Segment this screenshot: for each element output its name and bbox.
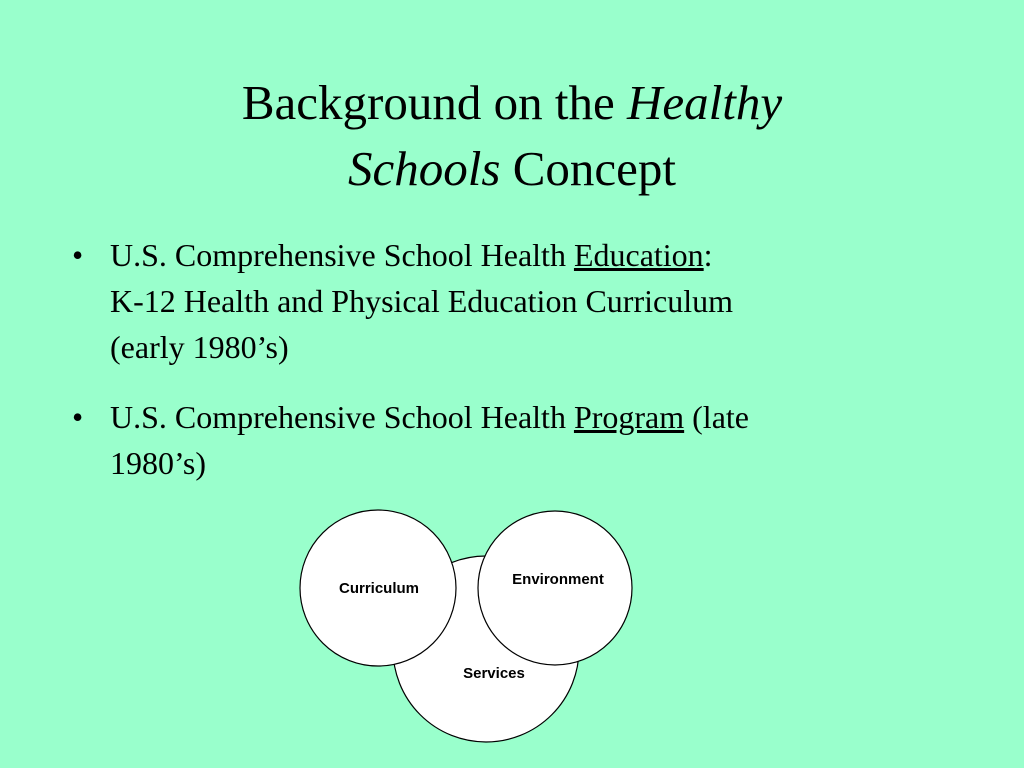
bullet-text-line2: 1980’s) [110,445,206,481]
environment-circle [478,511,632,665]
bullet-text: U.S. Comprehensive School Health [110,399,574,435]
title-line-1 [0,70,1024,136]
bullet-text: U.S. Comprehensive School Health [110,237,574,273]
curriculum-label: Curriculum [338,580,420,597]
bullet-text-colon: : [703,237,713,273]
bullet-mark: • [72,237,84,273]
bullet-item-program [72,394,952,486]
services-label: Services [463,665,525,682]
bullet-underlined-program: Program [573,399,685,435]
venn-diagram [290,505,640,750]
title-line-2 [0,136,1024,202]
title-text-concept: Concept [500,141,676,196]
bullet-mark: • [72,399,84,435]
bullet-text-line3: (early 1980’s) [110,329,289,365]
title-italic-healthy: Healthy [626,75,783,130]
bullet-underlined-education: Education [573,237,704,273]
bullet-list [72,232,952,510]
environment-label: Environment [512,571,604,588]
title-italic-schools: Schools [348,141,501,196]
bullet-text-line2: K-12 Health and Physical Education Curriculum [110,283,733,319]
bullet-item-education [72,232,952,370]
bullet-text-late: (late [684,399,749,435]
title-text: Background on the [241,75,627,130]
slide-title [0,70,1024,202]
